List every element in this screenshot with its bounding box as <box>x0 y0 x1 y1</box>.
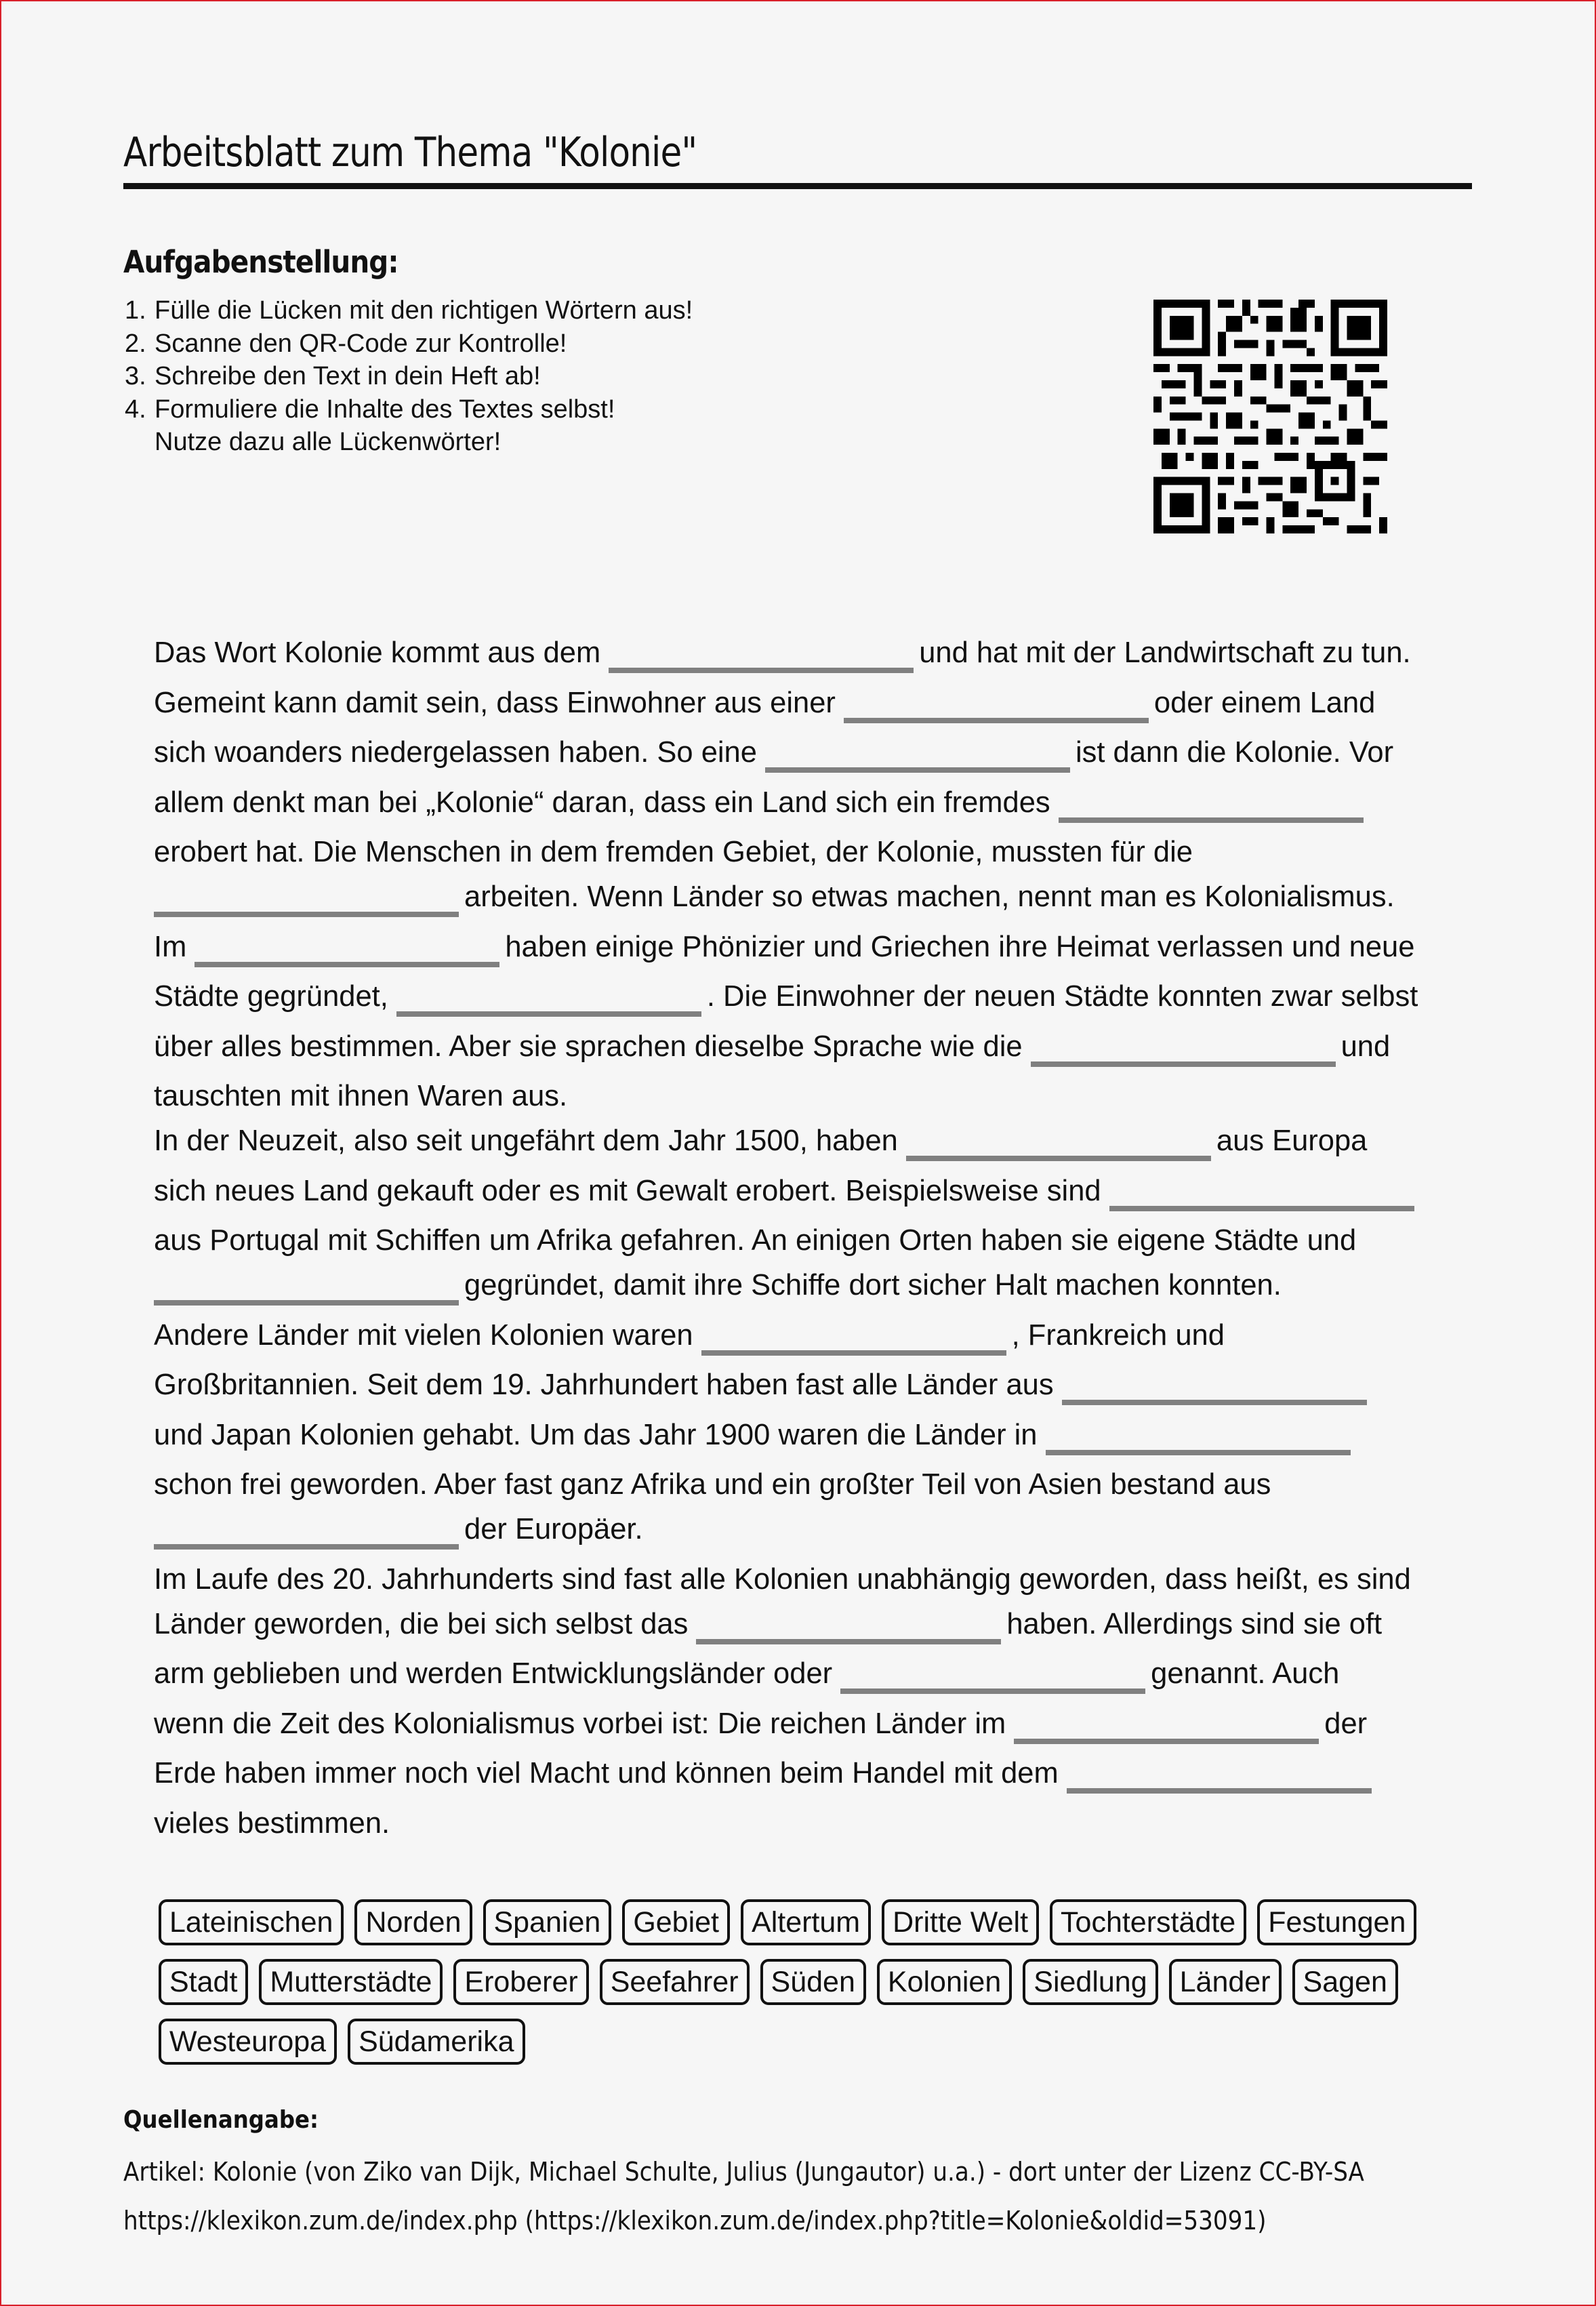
blank-field[interactable] <box>1014 1703 1319 1744</box>
word-chip[interactable]: Tochterstädte <box>1050 1899 1246 1945</box>
source-article: Artikel: Kolonie (von Ziko van Dijk, Michael Schulte, Julius (Jungautor) u.a.) - dort unter der Lizenz CC-BY-SA <box>123 2157 1364 2187</box>
task-heading: Aufgabenstellung: <box>123 244 398 280</box>
word-chip[interactable]: Kolonien <box>877 1959 1012 2005</box>
blank-field[interactable] <box>1062 1364 1367 1405</box>
word-chip[interactable]: Norden <box>354 1899 472 1945</box>
blank-field[interactable] <box>701 1315 1006 1356</box>
word-chip[interactable]: Siedlung <box>1023 1959 1158 2005</box>
word-chip[interactable]: Eroberer <box>453 1959 588 2005</box>
task-item: 3. Schreibe den Text in dein Heft ab! <box>125 362 541 390</box>
blank-field[interactable] <box>844 683 1149 723</box>
word-chip[interactable]: Süden <box>760 1959 866 2005</box>
page-title: Arbeitsblatt zum Thema "Kolonie" <box>123 129 697 176</box>
blank-field[interactable] <box>1046 1415 1351 1455</box>
blank-field[interactable] <box>840 1653 1145 1694</box>
task-item: 4. Formuliere die Inhalte des Textes selbst! <box>125 395 615 424</box>
word-chip[interactable]: Mutterstädte <box>259 1959 443 2005</box>
qr-code[interactable] <box>1153 296 1387 537</box>
word-chip[interactable]: Lateinischen <box>159 1899 344 1945</box>
blank-field[interactable] <box>396 976 701 1017</box>
source-link[interactable]: https://klexikon.zum.de/index.php (https://klexikon.zum.de/index.php?title=Kolonie&oldid=53091) <box>123 2206 1267 2236</box>
blank-field[interactable] <box>696 1604 1001 1644</box>
task-list <box>125 294 693 459</box>
word-chip[interactable]: Dritte Welt <box>882 1899 1039 1945</box>
word-chip[interactable]: Seefahrer <box>600 1959 750 2005</box>
blank-field[interactable] <box>1059 782 1364 823</box>
title-underline <box>123 183 1472 189</box>
word-chip[interactable]: Gebiet <box>622 1899 730 1945</box>
blank-field[interactable] <box>1067 1753 1372 1794</box>
blank-field[interactable] <box>1031 1026 1336 1067</box>
word-chip[interactable]: Westeuropa <box>159 2019 337 2065</box>
task-item: 2. Scanne den QR-Code zur Kontrolle! <box>125 329 567 358</box>
source-heading: Quellenangabe: <box>123 2106 319 2134</box>
word-chip[interactable]: Südamerika <box>348 2019 525 2065</box>
word-chip[interactable]: Spanien <box>483 1899 612 1945</box>
task-item-continuation: Nutze dazu alle Lückenwörter! <box>155 428 502 456</box>
word-bank <box>159 1899 1446 2078</box>
blank-field[interactable] <box>765 732 1070 773</box>
cloze-text: Das Wort Kolonie kommt aus dem und hat mit der Landwirtschaft zu tun. Gemeint kann damit sein, dass Einwohner aus einer oder einem Land sich woanders niedergelassen haben. So eine ist dann die Kolonie. Vor allem denkt man bei „Kolonie“ daran, dass ein Land sich ein fremdes erobert hat. Die Menschen in dem fremden Gebiet, der Kolonie, mussten für die arbeiten. Wenn Länder so etwas machen, nennt man es Kolonialismus. Im haben einige Phönizier und Griechen ihre Heimat verlassen und neue Städte gegründet, . Die Einwohner der neuen Städte konnten zwar selbst über alles bestimmen. Aber sie sprachen dieselbe Sprache wie die und tauschten mit ihnen Waren aus. In der Neuzeit, also seit ungefährt dem Jahr 1500, haben aus Europa sich neues Land gekauft oder es mit Gewalt erobert. Beispielsweise sind aus Portugal mit Schiffen um Afrika gefahren. An einigen Orten haben sie eigene Städte und gegründet, damit ihre Schiffe dort sicher Halt machen konnten. Andere Länder mit vielen Kolonien waren , Frankreich und Großbritannien. Seit dem 19. Jahrhundert haben fast alle Länder aus und Japan Kolonien gehabt. Um das Jahr 1900 waren die Länder in schon frei geworden. Aber fast ganz Afrika und ein großter Teil von Asien bestand aus der Europäer. Im Laufe des 20. Jahrhunderts sind fast alle Kolonien unabhängig geworden, dass heißt, es sind Länder geworden, die bei sich selbst das haben. Allerdings sind sie oft arm geblieben und werden Entwicklungsländer oder genannt. Auch wenn die Zeit des Kolonialismus vorbei ist: Die reichen Länder im der Erde haben immer noch viel Macht und können beim Handel mit dem vieles bestimmen. <box>154 628 1455 1848</box>
blank-field[interactable] <box>154 876 459 917</box>
blank-field[interactable] <box>154 1265 459 1306</box>
blank-field[interactable] <box>154 1509 459 1550</box>
word-chip[interactable]: Sagen <box>1292 1959 1398 2005</box>
word-chip[interactable]: Altertum <box>741 1899 871 1945</box>
task-item: 1. Fülle die Lücken mit den richtigen Wörtern aus! <box>125 296 693 325</box>
word-chip[interactable]: Länder <box>1169 1959 1282 2005</box>
blank-field[interactable] <box>906 1120 1211 1161</box>
blank-field[interactable] <box>609 632 914 673</box>
blank-field[interactable] <box>1109 1171 1414 1211</box>
blank-field[interactable] <box>195 927 499 967</box>
word-chip[interactable]: Festungen <box>1257 1899 1416 1945</box>
word-chip[interactable]: Stadt <box>159 1959 248 2005</box>
